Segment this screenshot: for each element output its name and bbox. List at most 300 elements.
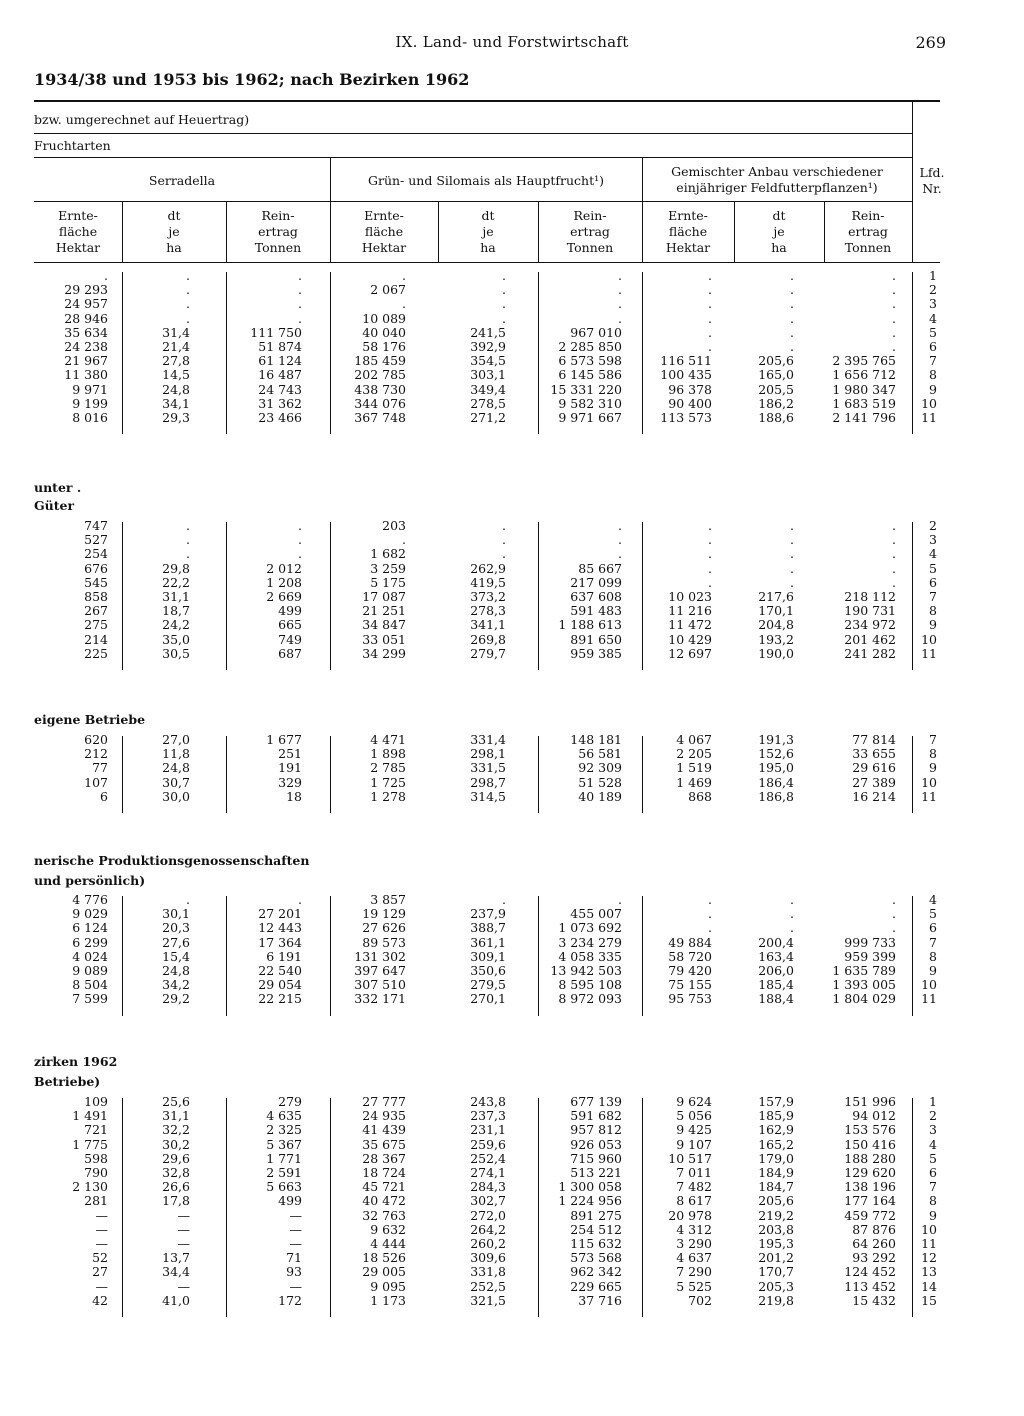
cell-serradella-ernteflaeche: 9 971 — [72, 381, 108, 397]
cell-silomais-ernteflaeche: 58 176 — [362, 339, 406, 354]
cell-serradella-dt-je-ha: 32,2 — [162, 1122, 190, 1138]
cell-gemischt-reinertrag: 1 635 789 — [832, 963, 896, 978]
cell-gemischt-dt-je-ha: 219,2 — [758, 1207, 794, 1223]
cell-lfd-nr: 9 — [929, 963, 937, 978]
cell-silomais-ernteflaeche: 1 898 — [370, 746, 406, 762]
section-label: Güter — [34, 498, 75, 513]
cell-silomais-dt-je-ha: 237,3 — [470, 1108, 506, 1124]
cell-lfd-nr: 10 — [921, 977, 937, 993]
cell-serradella-dt-je-ha: 24,8 — [162, 760, 190, 776]
cell-silomais-ernteflaeche: 438 730 — [354, 381, 406, 397]
cell-gemischt-reinertrag: 27 389 — [852, 774, 896, 790]
cell-silomais-reinertrag: 967 010 — [570, 324, 622, 340]
header-top-rule — [34, 100, 940, 102]
cell-serradella-reinertrag: 29 054 — [258, 977, 302, 993]
cell-gemischt-dt-je-ha: 185,4 — [758, 977, 794, 993]
cell-gemischt-reinertrag: 87 876 — [852, 1221, 896, 1237]
cell-serradella-dt-je-ha: 24,8 — [162, 381, 190, 397]
cell-lfd-nr: 6 — [929, 574, 937, 590]
cell-serradella-ernteflaeche: 52 — [92, 1250, 108, 1266]
cell-gemischt-dt-je-ha: 185,9 — [758, 1108, 794, 1124]
cell-gemischt-ernteflaeche: 10 429 — [668, 631, 712, 647]
cell-gemischt-ernteflaeche: 58 720 — [668, 948, 712, 964]
cell-serradella-ernteflaeche: 747 — [84, 518, 108, 533]
cell-gemischt-ernteflaeche: . — [708, 282, 712, 298]
cell-silomais-ernteflaeche: 27 626 — [362, 920, 406, 936]
cell-silomais-reinertrag: 148 181 — [570, 732, 622, 747]
cell-gemischt-reinertrag: 959 399 — [844, 948, 896, 964]
cell-silomais-ernteflaeche: 5 175 — [370, 574, 406, 590]
cell-lfd-nr: 10 — [921, 774, 937, 790]
cell-serradella-ernteflaeche: — — [95, 1207, 108, 1223]
cell-silomais-reinertrag: 92 309 — [578, 760, 622, 776]
cell-gemischt-ernteflaeche: 5 525 — [676, 1278, 712, 1294]
colhead-gemischt-ernteflaeche — [642, 208, 734, 256]
cell-silomais-reinertrag: 13 942 503 — [550, 963, 622, 978]
cell-gemischt-dt-je-ha: . — [790, 310, 794, 326]
cell-silomais-reinertrag: 40 189 — [578, 788, 622, 804]
cell-serradella-reinertrag: 687 — [278, 645, 302, 661]
cell-silomais-reinertrag: 254 512 — [570, 1221, 622, 1237]
cell-silomais-dt-je-ha: 331,5 — [470, 760, 506, 776]
cell-silomais-ernteflaeche: 10 089 — [362, 310, 406, 326]
cell-serradella-ernteflaeche: 8 016 — [72, 410, 108, 425]
cell-serradella-reinertrag: 31 362 — [258, 395, 302, 411]
cell-silomais-ernteflaeche: 18 526 — [362, 1250, 406, 1266]
cell-silomais-ernteflaeche: 1 278 — [370, 788, 406, 804]
cell-silomais-dt-je-ha: 260,2 — [470, 1236, 506, 1251]
cell-gemischt-dt-je-ha: 191,3 — [758, 732, 794, 747]
cell-silomais-reinertrag: 1 073 692 — [558, 920, 622, 936]
cell-serradella-reinertrag: 665 — [278, 617, 302, 633]
cell-gemischt-dt-je-ha: . — [790, 324, 794, 340]
cell-silomais-ernteflaeche: 34 299 — [362, 645, 406, 661]
cell-lfd-nr: 4 — [929, 1136, 937, 1152]
cell-lfd-nr: 1 — [929, 268, 937, 283]
colhead-line: ha — [166, 240, 182, 255]
cell-serradella-dt-je-ha: 30,2 — [162, 1136, 190, 1152]
cell-gemischt-dt-je-ha: 163,4 — [758, 948, 794, 964]
colhead-line: Hektar — [55, 240, 101, 255]
cell-serradella-reinertrag: . — [298, 892, 302, 907]
cell-silomais-ernteflaeche: 19 129 — [362, 906, 406, 922]
cell-gemischt-dt-je-ha: 190,0 — [758, 645, 794, 661]
cell-serradella-dt-je-ha: . — [186, 546, 190, 562]
cell-silomais-reinertrag: 677 139 — [570, 1094, 622, 1109]
cell-serradella-dt-je-ha: — — [177, 1207, 190, 1223]
colhead-divider — [734, 202, 735, 262]
colhead-serradella-reinertrag — [226, 208, 330, 256]
cell-gemischt-dt-je-ha: 205,5 — [758, 381, 794, 397]
cell-gemischt-dt-je-ha: 188,4 — [758, 991, 794, 1007]
cell-lfd-nr: 2 — [929, 1108, 937, 1124]
cell-silomais-dt-je-ha: . — [502, 892, 506, 907]
cell-serradella-dt-je-ha: 41,0 — [162, 1292, 190, 1308]
cell-serradella-ernteflaeche: 790 — [84, 1165, 108, 1180]
cell-lfd-nr: 7 — [929, 353, 937, 369]
cell-gemischt-reinertrag: 138 196 — [844, 1179, 896, 1195]
cell-gemischt-reinertrag: . — [892, 268, 896, 283]
cell-gemischt-ernteflaeche: 7 011 — [676, 1165, 712, 1180]
colhead-serradella-dt-je-ha — [122, 208, 226, 256]
cell-serradella-ernteflaeche: 545 — [84, 574, 108, 590]
cell-serradella-ernteflaeche: 9 089 — [72, 963, 108, 978]
colhead-divider — [122, 202, 123, 262]
cell-silomais-dt-je-ha: 279,7 — [470, 645, 506, 661]
cell-silomais-dt-je-ha: 271,2 — [470, 410, 506, 425]
cell-serradella-reinertrag: 4 635 — [266, 1108, 302, 1124]
cell-serradella-ernteflaeche: 281 — [84, 1193, 108, 1209]
cell-gemischt-ernteflaeche: 10 023 — [668, 589, 712, 604]
cell-silomais-ernteflaeche: 131 302 — [354, 948, 406, 964]
cell-gemischt-reinertrag: . — [892, 906, 896, 922]
colhead-silomais-ernteflaeche — [330, 208, 438, 256]
lfd-nr-header — [912, 165, 952, 197]
colhead-line: dt — [772, 208, 786, 223]
cell-serradella-ernteflaeche: 27 — [92, 1264, 108, 1280]
cell-silomais-dt-je-ha: 278,3 — [470, 603, 506, 619]
table-subtitle: 1934/38 und 1953 bis 1962; nach Bezirken 1962 — [34, 70, 470, 89]
cell-silomais-ernteflaeche: 3 259 — [370, 560, 406, 576]
colhead-line: fläche — [58, 224, 98, 239]
cell-serradella-dt-je-ha: . — [186, 268, 190, 283]
header-note: bzw. umgerechnet auf Heuertrag) — [34, 112, 250, 127]
colhead-silomais-reinertrag — [538, 208, 642, 256]
cell-gemischt-dt-je-ha: 186,8 — [758, 788, 794, 804]
cell-serradella-dt-je-ha: 31,1 — [162, 589, 190, 604]
cell-serradella-dt-je-ha: 20,3 — [162, 920, 190, 936]
cell-serradella-dt-je-ha: 24,2 — [162, 617, 190, 633]
cell-lfd-nr: 10 — [921, 395, 937, 411]
cell-silomais-ernteflaeche: 45 721 — [362, 1179, 406, 1195]
cell-gemischt-ernteflaeche: . — [708, 296, 712, 312]
cell-gemischt-dt-je-ha: 201,2 — [758, 1250, 794, 1266]
colhead-divider — [438, 202, 439, 262]
cell-serradella-dt-je-ha: . — [186, 518, 190, 533]
cell-silomais-ernteflaeche: 28 367 — [362, 1150, 406, 1166]
cell-silomais-dt-je-ha: . — [502, 296, 506, 312]
cell-serradella-ernteflaeche: . — [104, 268, 108, 283]
cell-silomais-reinertrag: 9 971 667 — [558, 410, 622, 425]
cell-silomais-reinertrag: 591 682 — [570, 1108, 622, 1124]
cell-serradella-reinertrag: . — [298, 296, 302, 312]
cell-silomais-ernteflaeche: 27 777 — [362, 1094, 406, 1109]
cell-serradella-dt-je-ha: 25,6 — [162, 1094, 190, 1109]
cell-serradella-reinertrag: 12 443 — [258, 920, 302, 936]
cell-gemischt-reinertrag: 999 733 — [844, 934, 896, 950]
cell-silomais-reinertrag: 85 667 — [578, 560, 622, 576]
cell-silomais-ernteflaeche: 2 785 — [370, 760, 406, 776]
cell-silomais-ernteflaeche: 9 095 — [370, 1278, 406, 1294]
cell-lfd-nr: 6 — [929, 1165, 937, 1180]
cell-serradella-dt-je-ha: 29,8 — [162, 560, 190, 576]
cell-lfd-nr: 11 — [921, 645, 937, 661]
cell-lfd-nr: 4 — [929, 310, 937, 326]
cell-serradella-reinertrag: 499 — [278, 603, 302, 619]
cell-lfd-nr: 7 — [929, 589, 937, 604]
cell-serradella-reinertrag: — — [289, 1221, 302, 1237]
cell-gemischt-reinertrag: . — [892, 574, 896, 590]
cell-silomais-dt-je-ha: 298,7 — [470, 774, 506, 790]
cell-lfd-nr: 5 — [929, 324, 937, 340]
cell-silomais-dt-je-ha: 321,5 — [470, 1292, 506, 1308]
cell-gemischt-dt-je-ha: . — [790, 296, 794, 312]
cell-serradella-ernteflaeche: 598 — [84, 1150, 108, 1166]
cell-serradella-ernteflaeche: 527 — [84, 532, 108, 548]
cell-serradella-dt-je-ha: 29,2 — [162, 991, 190, 1007]
cell-gemischt-dt-je-ha: . — [790, 546, 794, 562]
cell-serradella-dt-je-ha: 29,3 — [162, 410, 190, 425]
cell-gemischt-ernteflaeche: . — [708, 906, 712, 922]
cell-serradella-ernteflaeche: 8 504 — [72, 977, 108, 993]
colhead-line: je — [482, 224, 494, 239]
cell-serradella-reinertrag: 2 325 — [266, 1122, 302, 1138]
cell-gemischt-reinertrag: . — [892, 560, 896, 576]
cell-serradella-reinertrag: 5 663 — [266, 1179, 302, 1195]
cell-silomais-dt-je-ha: 388,7 — [470, 920, 506, 936]
cell-silomais-dt-je-ha: . — [502, 310, 506, 326]
cell-gemischt-ernteflaeche: 100 435 — [660, 367, 712, 383]
cell-silomais-dt-je-ha: 231,1 — [470, 1122, 506, 1138]
cell-silomais-reinertrag: 959 385 — [570, 645, 622, 661]
cell-silomais-reinertrag: 4 058 335 — [558, 948, 622, 964]
cell-gemischt-ernteflaeche: 9 107 — [676, 1136, 712, 1152]
cell-serradella-ernteflaeche: 21 967 — [64, 353, 108, 369]
group-gemischter-line1: Gemischter Anbau verschiedener — [671, 164, 883, 179]
cell-silomais-reinertrag: 6 573 598 — [558, 353, 622, 369]
cell-serradella-ernteflaeche: 267 — [84, 603, 108, 619]
cell-gemischt-ernteflaeche: . — [708, 339, 712, 354]
cell-serradella-ernteflaeche: 275 — [84, 617, 108, 633]
cell-silomais-dt-je-ha: . — [502, 532, 506, 548]
cell-gemischt-dt-je-ha: 206,0 — [758, 963, 794, 978]
cell-silomais-ernteflaeche: 1 725 — [370, 774, 406, 790]
cell-lfd-nr: 11 — [921, 1236, 937, 1251]
cell-silomais-reinertrag: 957 812 — [570, 1122, 622, 1138]
cell-gemischt-ernteflaeche: . — [708, 310, 712, 326]
cell-silomais-reinertrag: . — [618, 310, 622, 326]
cell-serradella-ernteflaeche: 24 238 — [64, 339, 108, 354]
cell-serradella-ernteflaeche: 35 634 — [64, 324, 108, 340]
cell-silomais-reinertrag: . — [618, 282, 622, 298]
header-fruchtarten-rule — [34, 157, 912, 158]
cell-silomais-ernteflaeche: 89 573 — [362, 934, 406, 950]
cell-silomais-reinertrag: 962 342 — [570, 1264, 622, 1280]
cell-silomais-dt-je-ha: 354,5 — [470, 353, 506, 369]
cell-gemischt-ernteflaeche: 5 056 — [676, 1108, 712, 1124]
cell-silomais-reinertrag: . — [618, 296, 622, 312]
cell-gemischt-ernteflaeche: 20 978 — [668, 1207, 712, 1223]
cell-lfd-nr: 5 — [929, 906, 937, 922]
cell-lfd-nr: 6 — [929, 920, 937, 936]
cell-gemischt-reinertrag: . — [892, 892, 896, 907]
cell-gemischt-ernteflaeche: . — [708, 546, 712, 562]
cell-gemischt-ernteflaeche: 75 155 — [668, 977, 712, 993]
cell-gemischt-dt-je-ha: . — [790, 532, 794, 548]
cell-lfd-nr: 7 — [929, 732, 937, 747]
cell-serradella-ernteflaeche: 676 — [84, 560, 108, 576]
cell-silomais-reinertrag: 591 483 — [570, 603, 622, 619]
colhead-line: Hektar — [361, 240, 407, 255]
cell-gemischt-dt-je-ha: 200,4 — [758, 934, 794, 950]
cell-serradella-dt-je-ha: 35,0 — [162, 631, 190, 647]
cell-serradella-ernteflaeche: 225 — [84, 645, 108, 661]
cell-gemischt-reinertrag: 124 452 — [844, 1264, 896, 1280]
cell-serradella-reinertrag: . — [298, 282, 302, 298]
cell-gemischt-dt-je-ha: . — [790, 906, 794, 922]
cell-silomais-reinertrag: . — [618, 518, 622, 533]
cell-gemischt-ernteflaeche: . — [708, 892, 712, 907]
cell-silomais-reinertrag: . — [618, 546, 622, 562]
cell-serradella-reinertrag: 16 487 — [258, 367, 302, 383]
cell-serradella-dt-je-ha: 34,1 — [162, 395, 190, 411]
section-label: eigene Betriebe — [34, 712, 146, 727]
colhead-silomais-dt-je-ha — [438, 208, 538, 256]
cell-gemischt-ernteflaeche: . — [708, 920, 712, 936]
cell-gemischt-dt-je-ha: 205,6 — [758, 1193, 794, 1209]
cell-serradella-reinertrag: 172 — [278, 1292, 302, 1308]
colhead-line: ertrag — [570, 224, 610, 239]
colhead-gemischt-dt-je-ha — [734, 208, 824, 256]
cell-lfd-nr: 5 — [929, 560, 937, 576]
cell-serradella-reinertrag: 191 — [278, 760, 302, 776]
cell-gemischt-reinertrag: . — [892, 324, 896, 340]
cell-gemischt-ernteflaeche: 79 420 — [668, 963, 712, 978]
cell-silomais-reinertrag: 15 331 220 — [550, 381, 622, 397]
cell-silomais-ernteflaeche: . — [402, 268, 406, 283]
cell-lfd-nr: 9 — [929, 381, 937, 397]
cell-gemischt-dt-je-ha: 162,9 — [758, 1122, 794, 1138]
cell-gemischt-dt-je-ha: 219,8 — [758, 1292, 794, 1308]
colhead-divider — [226, 202, 227, 262]
group-serradella: Serradella — [148, 173, 216, 188]
cell-silomais-reinertrag: 891 275 — [570, 1207, 622, 1223]
cell-gemischt-reinertrag: 218 112 — [844, 589, 896, 604]
colhead-line: Rein- — [573, 208, 607, 223]
cell-gemischt-reinertrag: 33 655 — [852, 746, 896, 762]
cell-silomais-dt-je-ha: 331,4 — [470, 732, 506, 747]
colhead-divider — [538, 202, 539, 262]
cell-serradella-dt-je-ha: 32,8 — [162, 1165, 190, 1180]
cell-serradella-dt-je-ha: 30,1 — [162, 906, 190, 922]
cell-gemischt-reinertrag: 150 416 — [844, 1136, 896, 1152]
cell-gemischt-dt-je-ha: 186,4 — [758, 774, 794, 790]
cell-silomais-reinertrag: 8 972 093 — [558, 991, 622, 1007]
cell-silomais-dt-je-ha: 274,1 — [470, 1165, 506, 1180]
cell-serradella-dt-je-ha: 15,4 — [162, 948, 190, 964]
running-head: IX. Land- und Forstwirtschaft — [395, 33, 629, 51]
cell-lfd-nr: 8 — [929, 746, 937, 762]
cell-gemischt-reinertrag: . — [892, 532, 896, 548]
cell-serradella-ernteflaeche: 28 946 — [64, 310, 108, 326]
group-gemischter-anbau — [642, 164, 912, 196]
cell-serradella-dt-je-ha: 17,8 — [162, 1193, 190, 1209]
cell-serradella-reinertrag: 23 466 — [258, 410, 302, 425]
lfd-line1: Lfd. — [919, 165, 945, 180]
cell-silomais-dt-je-ha: 419,5 — [470, 574, 506, 590]
cell-silomais-ernteflaeche: 185 459 — [354, 353, 406, 369]
cell-silomais-reinertrag: 455 007 — [570, 906, 622, 922]
cell-lfd-nr: 15 — [921, 1292, 937, 1308]
cell-gemischt-ernteflaeche: 702 — [688, 1292, 712, 1308]
cell-silomais-reinertrag: . — [618, 532, 622, 548]
cell-serradella-dt-je-ha: 13,7 — [162, 1250, 190, 1266]
cell-silomais-ernteflaeche: 397 647 — [354, 963, 406, 978]
cell-serradella-dt-je-ha: 14,5 — [162, 367, 190, 383]
cell-lfd-nr: 11 — [921, 788, 937, 804]
cell-serradella-dt-je-ha: 34,4 — [162, 1264, 190, 1280]
cell-serradella-reinertrag: 1 677 — [266, 732, 302, 747]
cell-silomais-ernteflaeche: 1 682 — [370, 546, 406, 562]
cell-serradella-reinertrag: — — [289, 1278, 302, 1294]
cell-gemischt-ernteflaeche: 7 482 — [676, 1179, 712, 1195]
cell-silomais-reinertrag: 513 221 — [570, 1165, 622, 1180]
cell-serradella-ernteflaeche: 11 380 — [64, 367, 108, 383]
cell-gemischt-ernteflaeche: 11 216 — [668, 603, 712, 619]
cell-silomais-ernteflaeche: 3 857 — [370, 892, 406, 907]
lfd-line2: Nr. — [922, 181, 942, 196]
cell-silomais-dt-je-ha: 269,8 — [470, 631, 506, 647]
cell-gemischt-reinertrag: 188 280 — [844, 1150, 896, 1166]
section-label: nerische Produktionsgenossenschaften — [34, 853, 310, 868]
cell-silomais-reinertrag: 3 234 279 — [558, 934, 622, 950]
cell-gemischt-reinertrag: 129 620 — [844, 1165, 896, 1180]
colhead-line: Ernte- — [364, 208, 404, 223]
cell-silomais-dt-je-ha: 272,0 — [470, 1207, 506, 1223]
cell-gemischt-reinertrag: 1 683 519 — [832, 395, 896, 411]
cell-serradella-ernteflaeche: 24 957 — [64, 296, 108, 312]
colhead-serradella-ernteflaeche — [34, 208, 122, 256]
cell-silomais-reinertrag: 8 595 108 — [558, 977, 622, 993]
cell-gemischt-dt-je-ha: . — [790, 268, 794, 283]
cell-gemischt-reinertrag: . — [892, 546, 896, 562]
cell-serradella-ernteflaeche: 1 775 — [72, 1136, 108, 1152]
colhead-divider — [824, 202, 825, 262]
cell-silomais-ernteflaeche: 9 632 — [370, 1221, 406, 1237]
cell-gemischt-ernteflaeche: . — [708, 532, 712, 548]
cell-gemischt-dt-je-ha: . — [790, 574, 794, 590]
cell-gemischt-dt-je-ha: . — [790, 920, 794, 936]
cell-silomais-dt-je-ha: . — [502, 282, 506, 298]
cell-gemischt-dt-je-ha: 165,0 — [758, 367, 794, 383]
cell-serradella-dt-je-ha: 18,7 — [162, 603, 190, 619]
colhead-line: Ernte- — [668, 208, 708, 223]
cell-serradella-ernteflaeche: 7 599 — [72, 991, 108, 1007]
cell-gemischt-dt-je-ha: . — [790, 339, 794, 354]
colhead-line: ha — [480, 240, 496, 255]
cell-silomais-dt-je-ha: 259,6 — [470, 1136, 506, 1152]
cell-serradella-dt-je-ha: 27,0 — [162, 732, 190, 747]
cell-serradella-reinertrag: 24 743 — [258, 381, 302, 397]
cell-silomais-dt-je-ha: 252,5 — [470, 1278, 506, 1294]
cell-silomais-ernteflaeche: 203 — [382, 518, 406, 533]
cell-gemischt-dt-je-ha: . — [790, 282, 794, 298]
cell-silomais-dt-je-ha: 284,3 — [470, 1179, 506, 1195]
cell-silomais-dt-je-ha: 331,8 — [470, 1264, 506, 1280]
cell-silomais-ernteflaeche: 40 040 — [362, 324, 406, 340]
cell-serradella-ernteflaeche: 254 — [84, 546, 108, 562]
cell-serradella-dt-je-ha: 27,6 — [162, 934, 190, 950]
cell-gemischt-dt-je-ha: 179,0 — [758, 1150, 794, 1166]
cell-silomais-ernteflaeche: 17 087 — [362, 589, 406, 604]
cell-silomais-reinertrag: 637 608 — [570, 589, 622, 604]
cell-gemischt-ernteflaeche: 49 884 — [668, 934, 712, 950]
cell-serradella-reinertrag: 71 — [286, 1250, 302, 1266]
cell-silomais-ernteflaeche: 35 675 — [362, 1136, 406, 1152]
cell-serradella-dt-je-ha: — — [177, 1221, 190, 1237]
cell-gemischt-reinertrag: 64 260 — [852, 1236, 896, 1251]
cell-gemischt-dt-je-ha: . — [790, 892, 794, 907]
